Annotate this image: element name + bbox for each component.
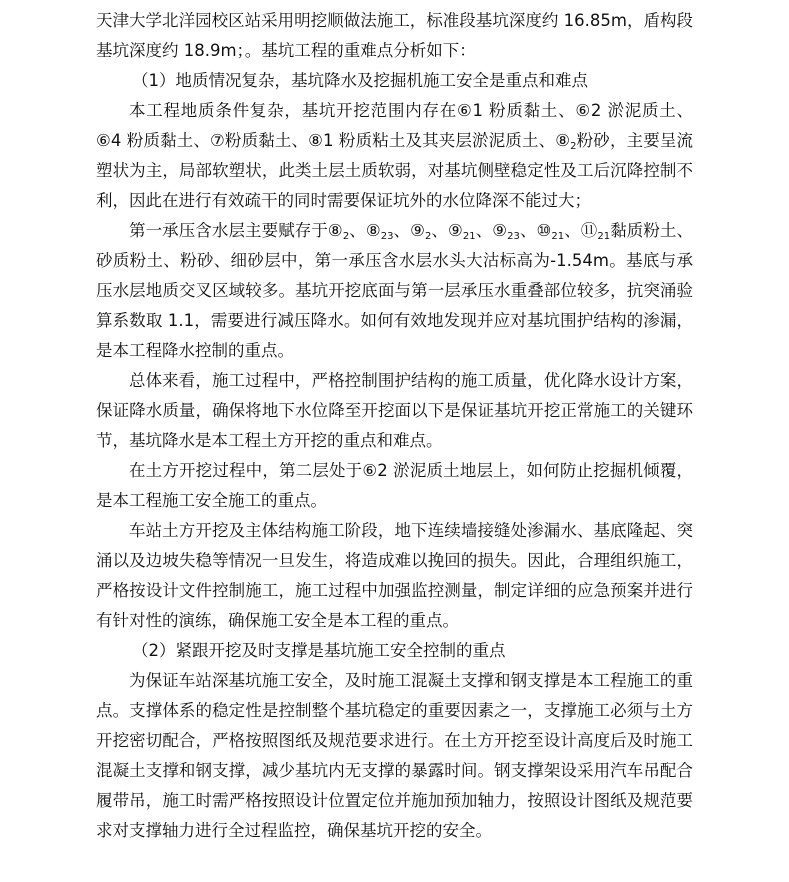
section-heading-2 [96,636,693,666]
text-segment: （1）地质情况复杂，基坑降水及挖掘机施工安全是重点和难点 [132,71,588,90]
paragraph-excavator-safety [96,456,693,516]
text-segment: 、⑨ [475,221,508,240]
text-segment: 总体来看，施工过程中，严格控制围护结构的施工质量，优化降水设计方案，保证降水质量，确保将地下水位降至开挖面以下是保证基坑开挖正常施工的关键环节，基坑降水是本工程土方开挖的重点和难点。 [96,371,693,450]
paragraph-geology [96,96,693,216]
paragraph-aquifer [96,216,693,366]
text-segment: 车站土方开挖及主体结构施工阶段，地下连续墙接缝处渗漏水、基底隆起、突涌以及边坡失稳等情况一旦发生，将造成难以挽回的损失。因此，合理组织施工，严格按设计文件控制施工，施工过程中加强监控测量，制定详细的应急预案并进行有针对性的演练，确保施工安全是本工程的重点。 [96,521,693,630]
text-segment: 在土方开挖过程中，第二层处于⑥2 淤泥质土地层上，如何防止挖掘机倾覆，是本工程施工安全施工的重点。 [96,461,693,510]
text-segment: 、⑨ [431,221,463,240]
text-segment: 、⑧ [349,221,381,240]
text-segment: 、⑨ [393,221,425,240]
text-segment: 第一承压含水层主要赋存于⑧ [129,221,343,240]
paragraph-construction-risks [96,516,693,636]
text-segment: 、⑪ [564,221,598,240]
text-segment: （2）紧跟开挖及时支撑是基坑施工安全控制的重点 [132,641,506,660]
paragraph-intro [96,6,693,66]
text-segment: 黏质粉土、砂质粉土、粉砂、细砂层中，第一承压含水层水头大沽标高为-1.54m。基底与承压水层地质交叉区域较多。基坑开挖底面与第一层承压水重叠部位较多，抗突涌验算系数取 1.1，需要进行减压降水。如何有效地发现并应对基坑围护结构的渗漏，是本工程降水控制的重点。 [96,221,694,360]
section-heading-1 [96,66,693,96]
subscript-text: 21 [597,231,611,242]
text-segment: 为保证车站深基坑施工安全，及时施工混凝土支撑和钢支撑是本工程施工的重点。支撑体系的稳定性是控制整个基坑稳定的重要因素之一，支撑施工必须与土方开挖密切配合，严格按照图纸及规范要求进行。在土方开挖至设计高度后及时施工混凝土支撑和钢支撑，减少基坑内无支撑的暴露时间。钢支撑架设采用汽车吊配合履带吊，施工时需严格按照设计位置定位并施加预加轴力，按照设计图纸及规范要求对支撑轴力进行全过程监控，确保基坑开挖的安全。 [96,671,693,840]
subscript-text: 23 [380,231,394,242]
text-segment: 、⑩ [519,221,552,240]
paragraph-support-system [96,666,693,846]
subscript-text: 23 [507,231,520,242]
paragraph-overview [96,366,693,456]
text-segment: 粉砂，主要呈流塑状为主，局部软塑状，此类土层土质软弱，对基坑侧壁稳定性及工后沉降控制不利，因此在进行有效疏干的同时需要保证坑外的水位降深不能过大； [96,131,693,210]
subscript-text: 2 [570,141,577,152]
subscript-text: 2 [342,231,350,242]
text-segment: 本工程地质条件复杂，基坑开挖范围内存在⑥1 粉质黏土、⑥2 淤泥质土、⑥4 粉质黏土、⑦粉质黏土、⑧1 粉质粘土及其夹层淤泥质土、⑧ [96,101,693,150]
text-segment: 天津大学北洋园校区站采用明挖顺做法施工，标准段基坑深度约 16.85m，盾构段基坑深度约 18.9m；。基坑工程的重难点分析如下： [96,11,693,60]
subscript-text: 21 [462,231,476,242]
subscript-text: 2 [424,231,432,242]
subscript-text: 21 [551,231,565,242]
